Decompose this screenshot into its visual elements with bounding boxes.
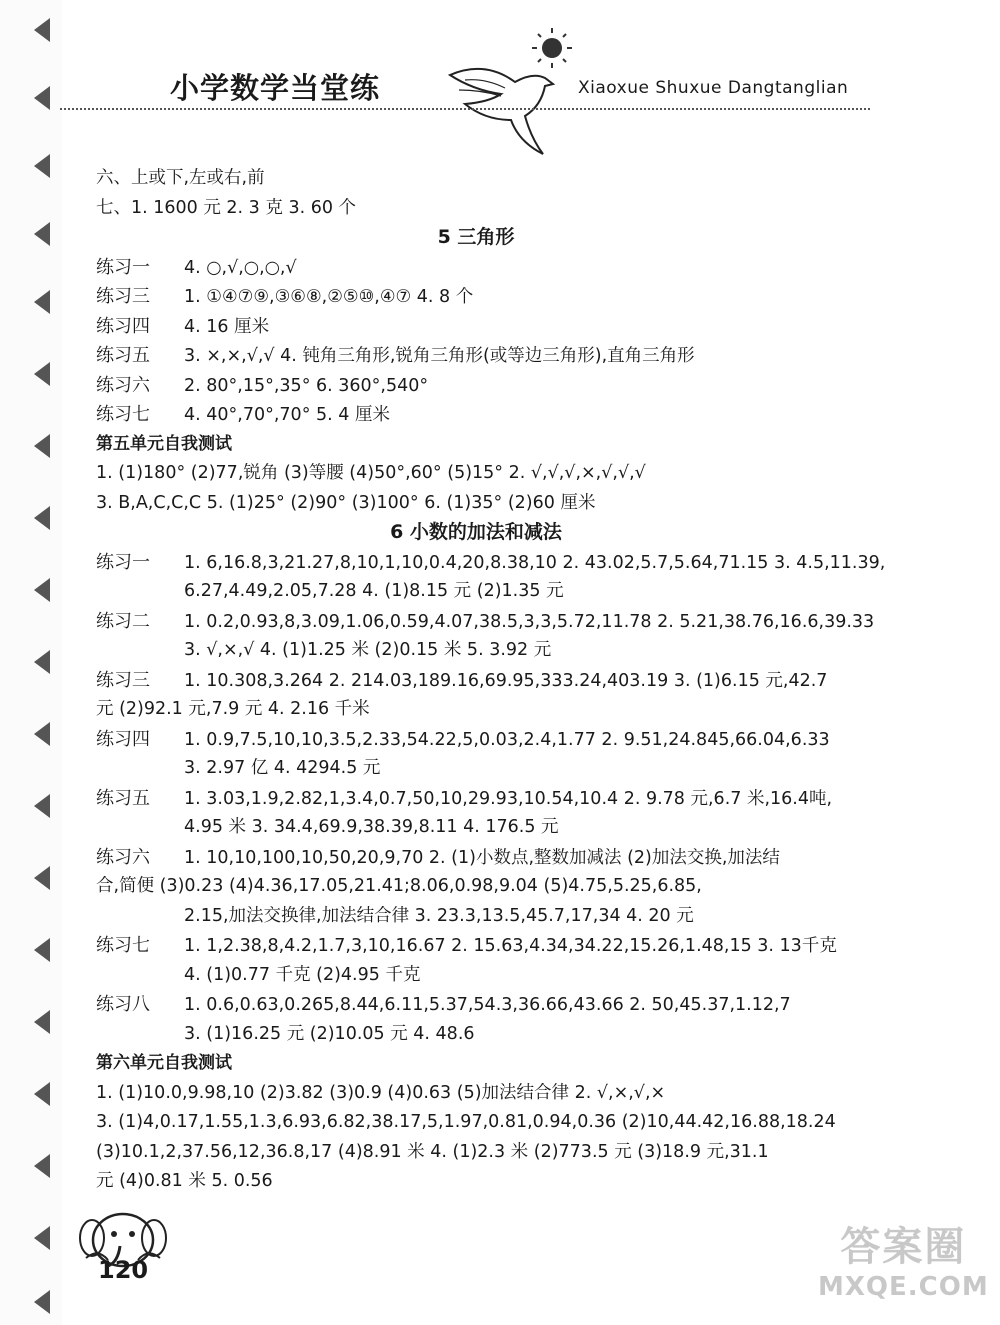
site-watermark	[818, 1215, 989, 1302]
exercise-answer-line	[96, 666, 916, 696]
answer-text: 2. 80°,15°,35° 6. 360°,540°	[184, 375, 429, 396]
triangle-marker-icon	[34, 1290, 50, 1314]
answer-text: 4. ○,√,○,○,√	[184, 257, 297, 278]
answer-text: 1. 1,2.38,8,4.2,1.7,3,10,16.67 2. 15.63,4.34,34.22,15.26,1.48,15 3. 13千克	[184, 936, 837, 956]
dove-sun-icon	[445, 20, 585, 160]
answer-continuation: 2.15,加法交换律,加法结合律 3. 23.3,13.5,45.7,17,34 4. 20 元	[184, 905, 694, 926]
answer-line: 1. (1)10.0,9.98,10 (2)3.82 (3)0.9 (4)0.63 (5)加法结合律 2. √,×,√,×	[96, 1082, 666, 1103]
triangle-marker-icon	[34, 1082, 50, 1106]
answer-line: 七、1. 1600 元 2. 3 克 3. 60 个	[96, 197, 357, 218]
watermark-domain: MXQE.COM	[818, 1272, 989, 1302]
answer-line: 3. (1)4,0.17,1.55,1.3,6.93,6.82,38.17,5,1.97,0.81,0.94,0.36 (2)10,44.42,16.88,18.24	[96, 1112, 836, 1132]
answer-line: 六、上或下,左或右,前	[96, 168, 265, 188]
triangle-marker-icon	[34, 794, 50, 818]
exercise-answer-line	[96, 931, 916, 961]
triangle-marker-icon	[34, 1010, 50, 1034]
page-number: 120	[98, 1256, 149, 1284]
exercise-answer-line	[96, 400, 916, 430]
exercise-answer-line	[96, 371, 916, 401]
answer-line: (3)10.1,2,37.56,12,36.8,17 (4)8.91 米 4. (1)2.3 米 (2)773.5 元 (3)18.9 元,31.1	[96, 1141, 769, 1162]
answer-text: 1. 10.308,3.264 2. 214.03,189.16,69.95,333.24,403.19 3. (1)6.15 元,42.7	[184, 670, 828, 691]
triangle-marker-icon	[34, 506, 50, 530]
exercise-answer-line	[96, 312, 916, 342]
book-title: 小学数学当堂练	[170, 71, 381, 105]
answer-content	[96, 164, 916, 1197]
exercise-label: 练习一	[96, 551, 150, 573]
answer-continuation: 6.27,4.49,2.05,7.28 4. (1)8.15 元 (2)1.35 元	[184, 581, 564, 601]
triangle-marker-icon	[34, 938, 50, 962]
triangle-marker-icon	[34, 1154, 50, 1178]
answer-continuation: 4.95 米 3. 34.4,69.9,38.39,8.11 4. 176.5 元	[184, 817, 559, 837]
answer-text: 1. 0.2,0.93,8,3.09,1.06,0.59,4.07,38.5,3,3,5.72,11.78 2. 5.21,38.76,16.6,39.33	[184, 611, 875, 632]
triangle-marker-icon	[34, 578, 50, 602]
unit-test-heading: 第五单元自我测试	[96, 433, 232, 454]
exercise-label: 练习四	[96, 315, 150, 337]
triangle-marker-icon	[34, 362, 50, 386]
exercise-answer-line	[96, 990, 916, 1020]
exercise-label: 练习七	[96, 935, 150, 956]
triangle-marker-icon	[34, 154, 50, 178]
answer-text: 1. 0.9,7.5,10,10,3.5,2.33,54.22,5,0.03,2.4,1.77 2. 9.51,24.845,66.04,6.33	[184, 729, 830, 750]
header-divider	[60, 108, 870, 110]
triangle-marker-icon	[34, 86, 50, 110]
exercise-answer-line	[96, 607, 916, 637]
answer-text: 3. ×,×,√,√ 4. 钝角三角形,锐角三角形(或等边三角形),直角三角形	[184, 346, 695, 366]
exercise-answer-line	[96, 341, 916, 371]
triangle-marker-icon	[34, 18, 50, 42]
exercise-answer-line	[96, 843, 916, 873]
exercise-label: 练习八	[96, 994, 150, 1015]
exercise-label: 练习六	[96, 846, 150, 868]
answer-text: 4. 16 厘米	[184, 316, 270, 337]
answer-text: 1. 3.03,1.9,2.82,1,3.4,0.7,50,10,29.93,10.54,10.4 2. 9.78 元,6.7 米,16.4吨,	[184, 788, 833, 809]
exercise-label: 练习三	[96, 669, 150, 691]
exercise-label: 练习六	[96, 374, 150, 396]
answer-continuation: 4. (1)0.77 千克 (2)4.95 千克	[184, 964, 421, 985]
answer-line: 元 (4)0.81 米 5. 0.56	[96, 1171, 273, 1191]
answer-text: 4. 40°,70°,70° 5. 4 厘米	[184, 405, 390, 425]
answer-text: 1. 10,10,100,10,50,20,9,70 2. (1)小数点,整数加减法 (2)加法交换,加法结	[184, 847, 780, 868]
answer-line: 3. B,A,C,C,C 5. (1)25° (2)90° (3)100° 6. (1)35° (2)60 厘米	[96, 492, 596, 513]
answer-line: 元 (2)92.1 元,7.9 元 4. 2.16 千米	[96, 699, 370, 719]
decorative-left-strip	[0, 0, 62, 1325]
exercise-answer-line	[96, 282, 916, 312]
exercise-label: 练习五	[96, 345, 150, 366]
section-title: 6 小数的加法和减法	[390, 521, 562, 543]
exercise-answer-line	[96, 253, 916, 283]
unit-test-heading: 第六单元自我测试	[96, 1053, 232, 1073]
answer-continuation: 3. √,×,√ 4. (1)1.25 米 (2)0.15 米 5. 3.92 元	[184, 640, 552, 660]
exercise-label: 练习二	[96, 610, 150, 632]
answer-line: 合,简便 (3)0.23 (4)4.36,17.05,21.41;8.06,0.98,9.04 (5)4.75,5.25,6.85,	[96, 876, 702, 896]
exercise-label: 练习七	[96, 404, 150, 425]
answer-text: 1. ①④⑦⑨,③⑥⑧,②⑤⑩,④⑦ 4. 8 个	[184, 287, 474, 307]
triangle-marker-icon	[34, 434, 50, 458]
triangle-marker-icon	[34, 1226, 50, 1250]
exercise-label: 练习五	[96, 787, 150, 809]
exercise-label: 练习一	[96, 256, 150, 278]
answer-text: 1. 6,16.8,3,21.27,8,10,1,10,0.4,20,8.38,10 2. 43.02,5.7,5.64,71.15 3. 4.5,11.39,	[184, 552, 886, 573]
triangle-marker-icon	[34, 222, 50, 246]
answer-line: 1. (1)180° (2)77,锐角 (3)等腰 (4)50°,60° (5)15° 2. √,√,√,×,√,√,√	[96, 463, 646, 483]
book-subtitle: Xiaoxue Shuxue Dangtanglian	[578, 78, 849, 98]
watermark-text: 答案圈	[840, 1224, 967, 1270]
triangle-marker-icon	[34, 290, 50, 314]
triangle-marker-icon	[34, 650, 50, 674]
exercise-answer-line	[96, 725, 916, 755]
exercise-answer-line	[96, 784, 916, 814]
triangle-marker-icon	[34, 866, 50, 890]
answer-continuation: 3. (1)16.25 元 (2)10.05 元 4. 48.6	[184, 1023, 475, 1044]
section-title: 5 三角形	[437, 226, 515, 248]
exercise-answer-line	[96, 548, 916, 578]
answer-continuation: 3. 2.97 亿 4. 4294.5 元	[184, 758, 381, 778]
exercise-label: 练习四	[96, 728, 150, 750]
answer-text: 1. 0.6,0.63,0.265,8.44,6.11,5.37,54.3,36.66,43.66 2. 50,45.37,1.12,7	[184, 995, 791, 1015]
triangle-marker-icon	[34, 722, 50, 746]
exercise-label: 练习三	[96, 286, 150, 307]
